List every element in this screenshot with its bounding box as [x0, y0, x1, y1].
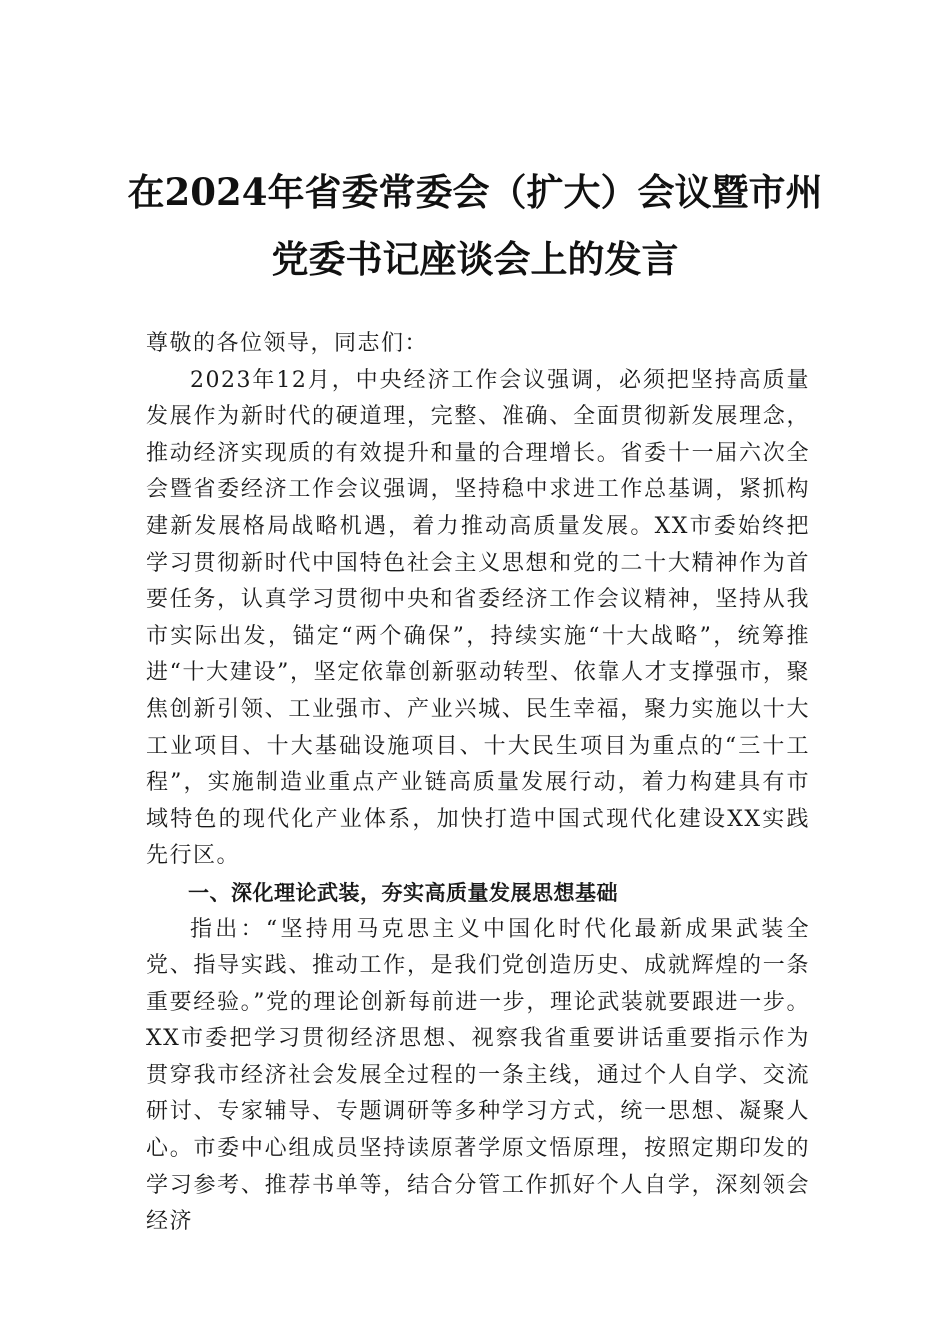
document-body: [146, 326, 810, 1241]
document-title-line-2: 党委书记座谈会上的发言: [271, 237, 679, 281]
salutation: 尊敬的各位领导，同志们：: [146, 331, 429, 356]
section-heading-1: 一、深化理论武装，夯实高质量发展思想基础: [188, 880, 618, 905]
paragraph-section-1: 指出：“坚持用马克思主义中国化时代化最新成果武装全党、指导实践、推动工作，是我们党创造历史、成就辉煌的一条重要经验。”党的理论创新每前进一步，理论武装就要跟进一步。XX市委把学习贯彻经济思想、视察我省重要讲话重要指示作为贯穿我市经济社会发展全过程的一条主线，通过个人自学、交流研讨、专家辅导、专题调研等多种学习方式，统一思想、凝聚人心。市委中心组成员坚持读原著学原文悟原理，按照定期印发的学习参考、推荐书单等，结合分管工作抓好个人自学，深刻领会经济: [146, 916, 810, 1235]
paragraph-intro: 2023年12月，中央经济工作会议强调，必须把坚持高质量发展作为新时代的硬道理，完整、准确、全面贯彻新发展理念，推动经济实现质的有效提升和量的合理增长。省委十一届六次全会暨省委经济工作会议强调，坚持稳中求进工作总基调，紧抓构建新发展格局战略机遇，着力推动高质量发展。XX市委始终把学习贯彻新时代中国特色社会主义思想和党的二十大精神作为首要任务，认真学习贯彻中央和省委经济工作会议精神，坚持从我市实际出发，锚定“两个确保”，持续实施“十大战略”，统筹推进“十大建设”，坚定依靠创新驱动转型、依靠人才支撑强市，聚焦创新引领、工业强市、产业兴城、民生幸福，聚力实施以十大工业项目、十大基础设施项目、十大民生项目为重点的“三十工程”，实施制造业重点产业链高质量发展行动，着力构建具有市域特色的现代化产业体系，加快打造中国式现代化建设XX实践先行区。: [146, 367, 810, 869]
document-title-line-1: 在2024年省委常委会（扩大）会议暨市州: [127, 170, 823, 214]
